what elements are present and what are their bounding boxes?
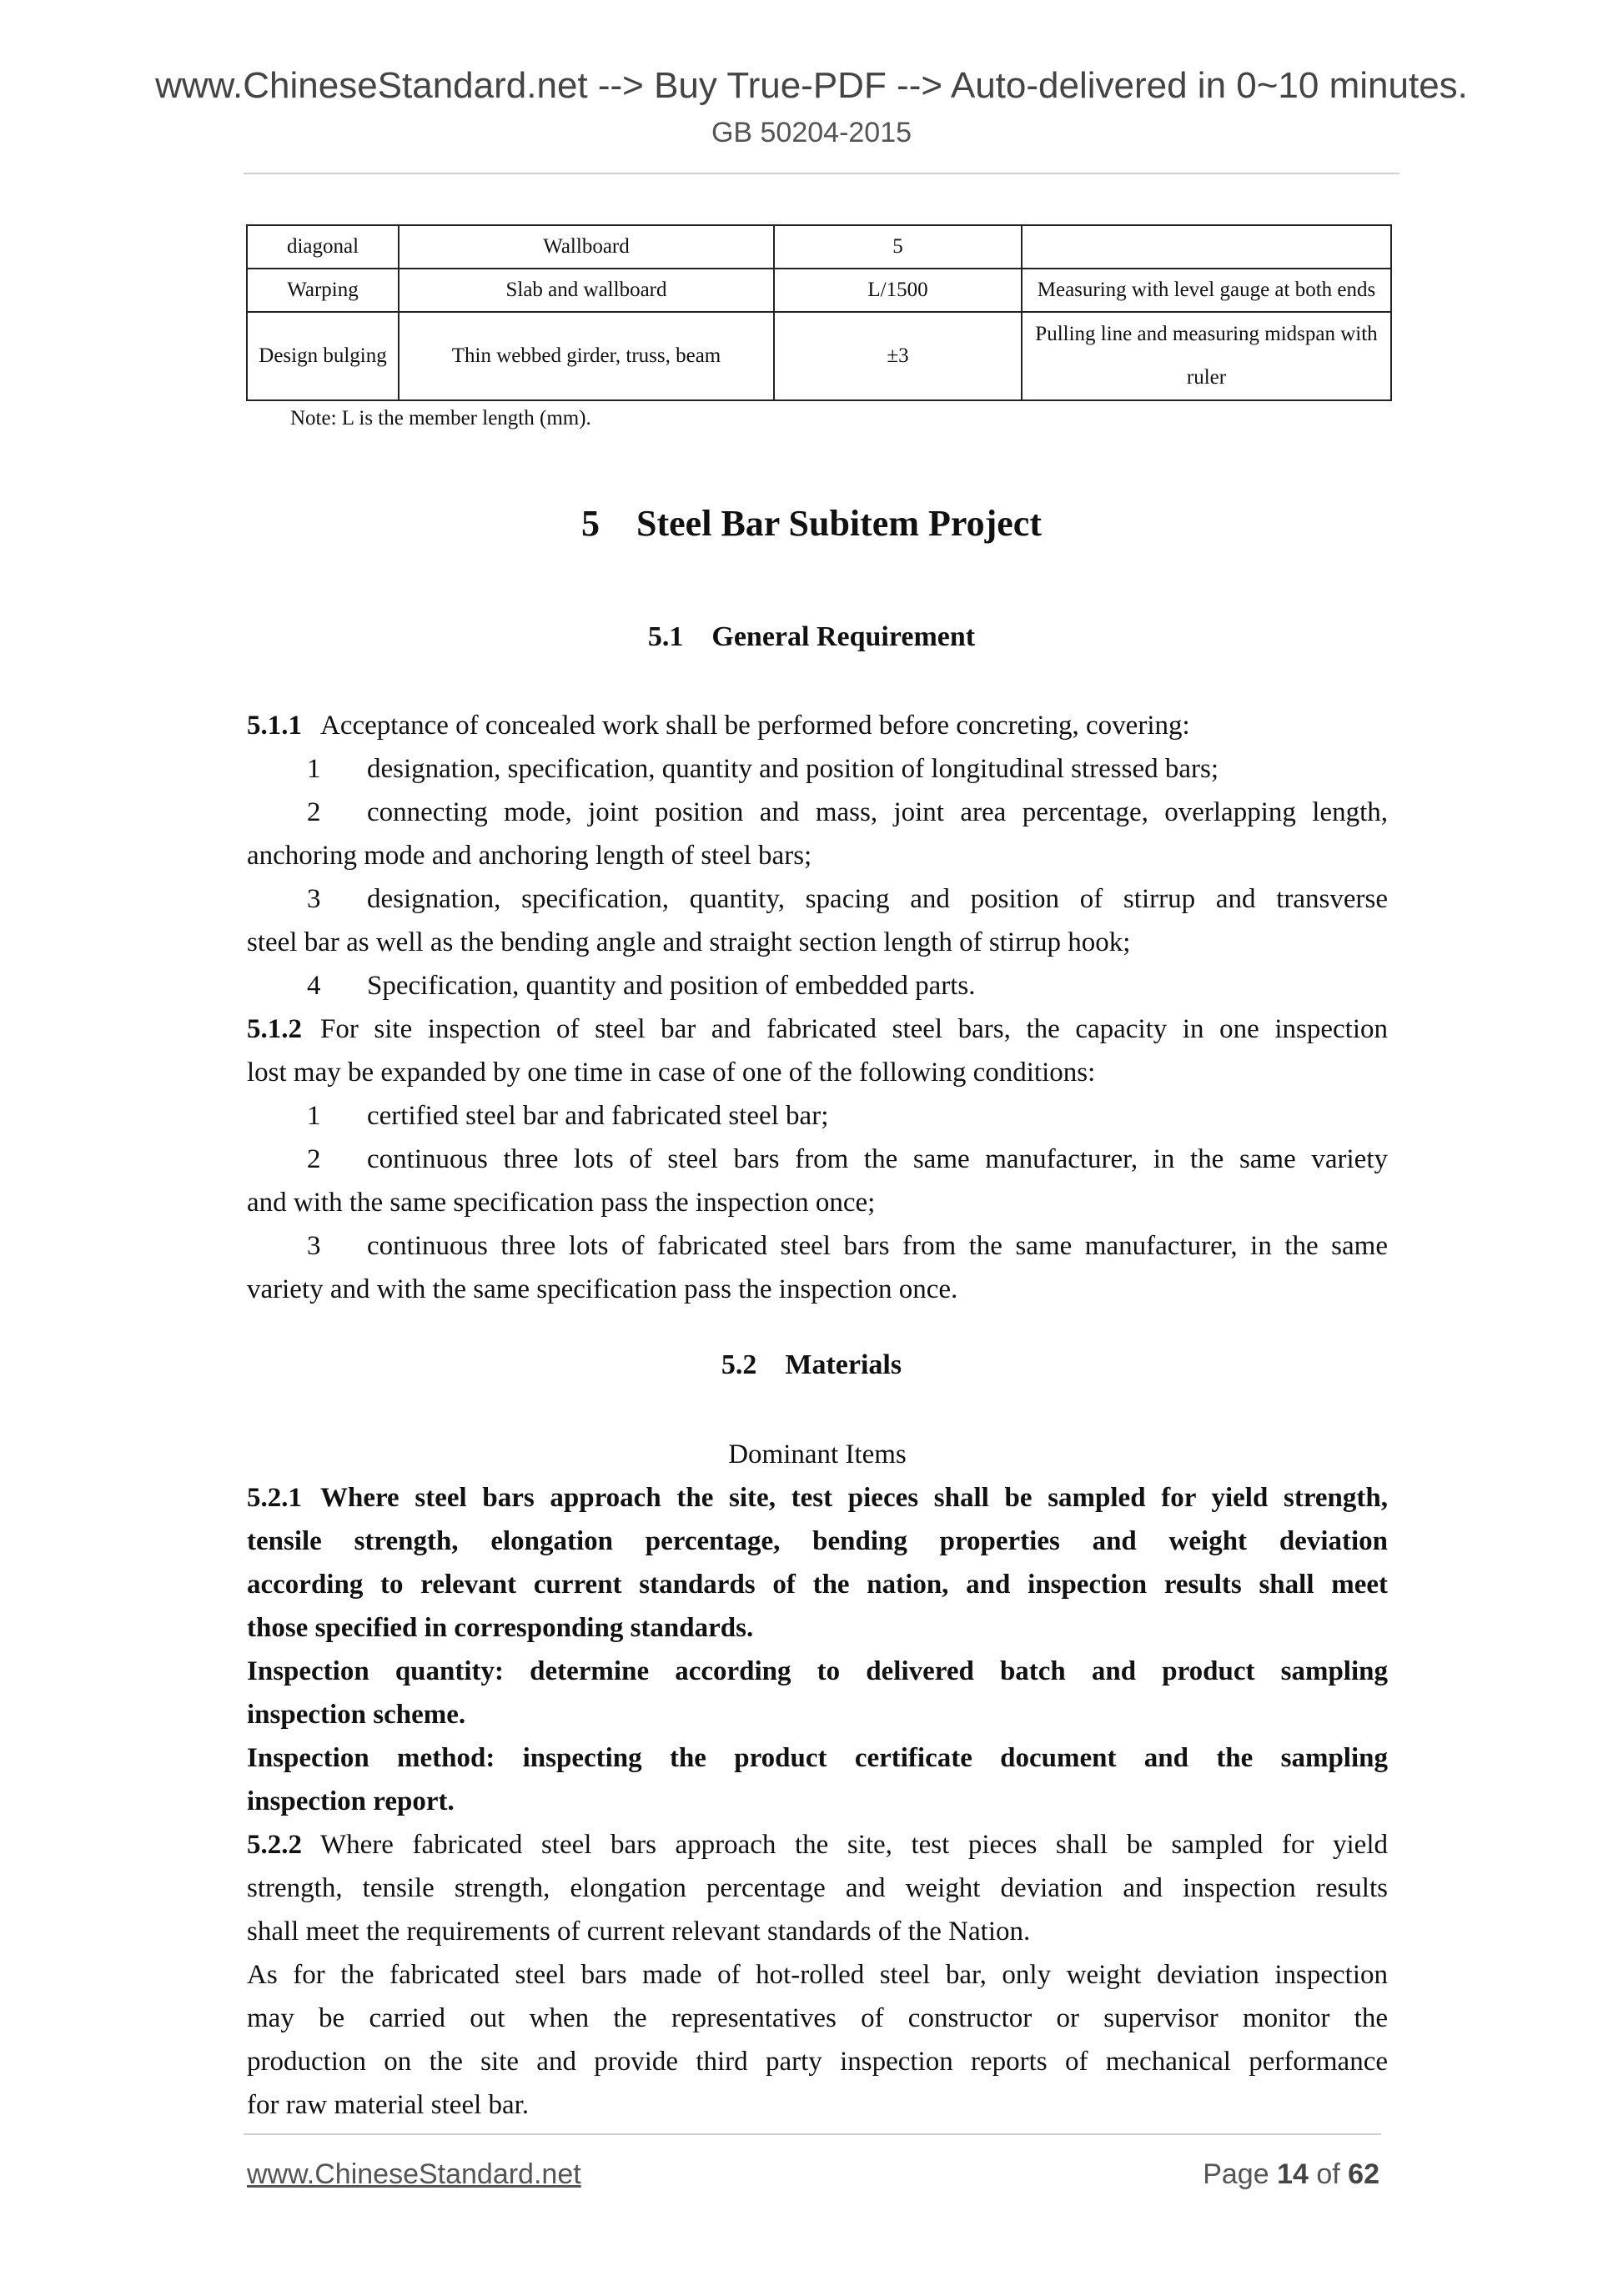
dominant-items-label: Dominant Items — [728, 1439, 907, 1470]
paragraph-line: As for the fabricated steel bars made of hot-rolled steel bar, only weight deviation inspection — [247, 1960, 1388, 1990]
inspection-method-continuation: inspection report. — [247, 1786, 455, 1816]
header-banner: www.ChineseStandard.net --> Buy True-PDF --> Auto-delivered in 0~10 minutes. — [155, 65, 1468, 106]
list-item — [247, 747, 1388, 791]
list-item-text: continuous three lots of steel bars from the same manufacturer, in the same variety — [367, 1144, 1388, 1174]
table-cell: ±3 — [774, 312, 1022, 400]
table-cell: Slab and wallboard — [399, 269, 774, 312]
table-row — [247, 312, 1391, 400]
section-title-5-2 — [0, 1349, 1623, 1381]
table-cell: 5 — [774, 225, 1022, 269]
inspection-quantity-continuation: inspection scheme. — [247, 1700, 466, 1730]
table-cell: Measuring with level gauge at both ends — [1022, 269, 1391, 312]
section-title-5-1 — [0, 621, 1623, 653]
clause-text-line: lost may be expanded by one time in case of one of the following conditions: — [247, 1058, 1096, 1088]
section-number: 5.2 — [721, 1349, 757, 1380]
table-cell — [1022, 225, 1391, 269]
section-5-2-body — [247, 1433, 1388, 2127]
list-item-number: 2 — [307, 1144, 321, 1174]
inspection-quantity: Inspection quantity: determine according to delivered batch and product sampling — [247, 1656, 1388, 1686]
page-of: of — [1316, 2158, 1340, 2190]
paragraph-line: may be carried out when the representatives of constructor or supervisor monitor the — [247, 2003, 1388, 2033]
clause-text-line: those specified in corresponding standards. — [247, 1613, 754, 1643]
list-item — [247, 877, 1388, 921]
inspection-method: Inspection method: inspecting the product certificate document and the sampling — [247, 1743, 1388, 1773]
list-item-number: 3 — [307, 1231, 321, 1261]
clause-5-2-1 — [247, 1476, 1388, 1520]
clause-text-line: strength, tensile strength, elongation percentage and weight deviation and inspection results — [247, 1873, 1388, 1903]
list-item — [247, 1094, 1388, 1138]
clause-number: 5.1.1 — [247, 711, 302, 741]
table-row — [247, 225, 1391, 269]
paragraph-line: production on the site and provide third party inspection reports of mechanical performance — [247, 2047, 1388, 2077]
page-label: Page — [1203, 2158, 1269, 2190]
table-cell: Design bulging — [247, 312, 399, 400]
list-item — [247, 791, 1388, 834]
table-cell: diagonal — [247, 225, 399, 269]
list-item-text: designation, specification, quantity and position of longitudinal stressed bars; — [367, 754, 1219, 784]
list-item-number: 3 — [307, 884, 321, 914]
table-cell: L/1500 — [774, 269, 1022, 312]
list-item-continuation: variety and with the same specification pass the inspection once. — [247, 1274, 958, 1304]
clause-text: Acceptance of concealed work shall be performed before concreting, covering: — [320, 711, 1190, 741]
table-cell: Wallboard — [399, 225, 774, 269]
clause-text: Where steel bars approach the site, test pieces shall be sampled for yield strength, — [320, 1483, 1388, 1513]
list-item-number: 1 — [307, 754, 321, 784]
page-indicator — [1203, 2158, 1379, 2191]
paragraph-line: for raw material steel bar. — [247, 2090, 530, 2120]
table-note: Note: L is the member length (mm). — [290, 407, 591, 430]
chapter-title — [0, 502, 1623, 545]
list-item-continuation: anchoring mode and anchoring length of steel bars; — [247, 841, 812, 871]
list-item — [247, 1224, 1388, 1268]
clause-text: For site inspection of steel bar and fabricated steel bars, the capacity in one inspection — [320, 1014, 1388, 1044]
clause-number: 5.2.2 — [247, 1830, 302, 1860]
list-item-text: certified steel bar and fabricated steel bar; — [367, 1101, 829, 1131]
list-item — [247, 964, 1388, 1007]
clause-text-line: tensile strength, elongation percentage, bending properties and weight deviation — [247, 1526, 1388, 1556]
table-cell: Warping — [247, 269, 399, 312]
section-number: 5.1 — [647, 621, 684, 652]
section-5-1-body — [247, 704, 1388, 1311]
table-row — [247, 269, 1391, 312]
chapter-title-text: Steel Bar Subitem Project — [636, 503, 1042, 544]
clause-text-line: according to relevant current standards of the nation, and inspection results shall meet — [247, 1570, 1388, 1600]
current-page: 14 — [1277, 2158, 1309, 2190]
clause-text: Where fabricated steel bars approach the site, test pieces shall be sampled for yield — [320, 1830, 1388, 1860]
list-item-text: designation, specification, quantity, spacing and position of stirrup and transverse — [367, 884, 1388, 914]
list-item-continuation: and with the same specification pass the inspection once; — [247, 1188, 876, 1218]
list-item-continuation: steel bar as well as the bending angle and straight section length of stirrup hook; — [247, 927, 1131, 957]
header-divider — [244, 173, 1399, 174]
chapter-number: 5 — [581, 503, 600, 544]
clause-5-1-1 — [247, 704, 1388, 747]
list-item-number: 1 — [307, 1101, 321, 1131]
list-item-number: 2 — [307, 797, 321, 827]
total-pages: 62 — [1348, 2158, 1379, 2190]
clause-text-line: shall meet the requirements of current relevant standards of the Nation. — [247, 1917, 1031, 1947]
tolerance-table — [246, 224, 1392, 401]
section-title-text: Materials — [785, 1349, 902, 1380]
footer-website-link[interactable]: www.ChineseStandard.net — [247, 2158, 581, 2190]
list-item-text: Specification, quantity and position of embedded parts. — [367, 971, 976, 1001]
list-item-text: continuous three lots of fabricated steel bars from the same manufacturer, in the same — [367, 1231, 1388, 1261]
list-item — [247, 1138, 1388, 1181]
document-number: GB 50204-2015 — [711, 117, 912, 148]
table-cell: Pulling line and measuring midspan with ruler — [1022, 312, 1391, 400]
clause-number: 5.1.2 — [247, 1014, 302, 1044]
footer-divider — [244, 2133, 1381, 2135]
clause-5-2-2 — [247, 1823, 1388, 1866]
table-cell: Thin webbed girder, truss, beam — [399, 312, 774, 400]
section-title-text: General Requirement — [711, 621, 976, 652]
clause-5-1-2 — [247, 1007, 1388, 1051]
list-item-text: connecting mode, joint position and mass, joint area percentage, overlapping length, — [367, 797, 1388, 827]
list-item-number: 4 — [307, 971, 321, 1001]
clause-number: 5.2.1 — [247, 1483, 302, 1513]
